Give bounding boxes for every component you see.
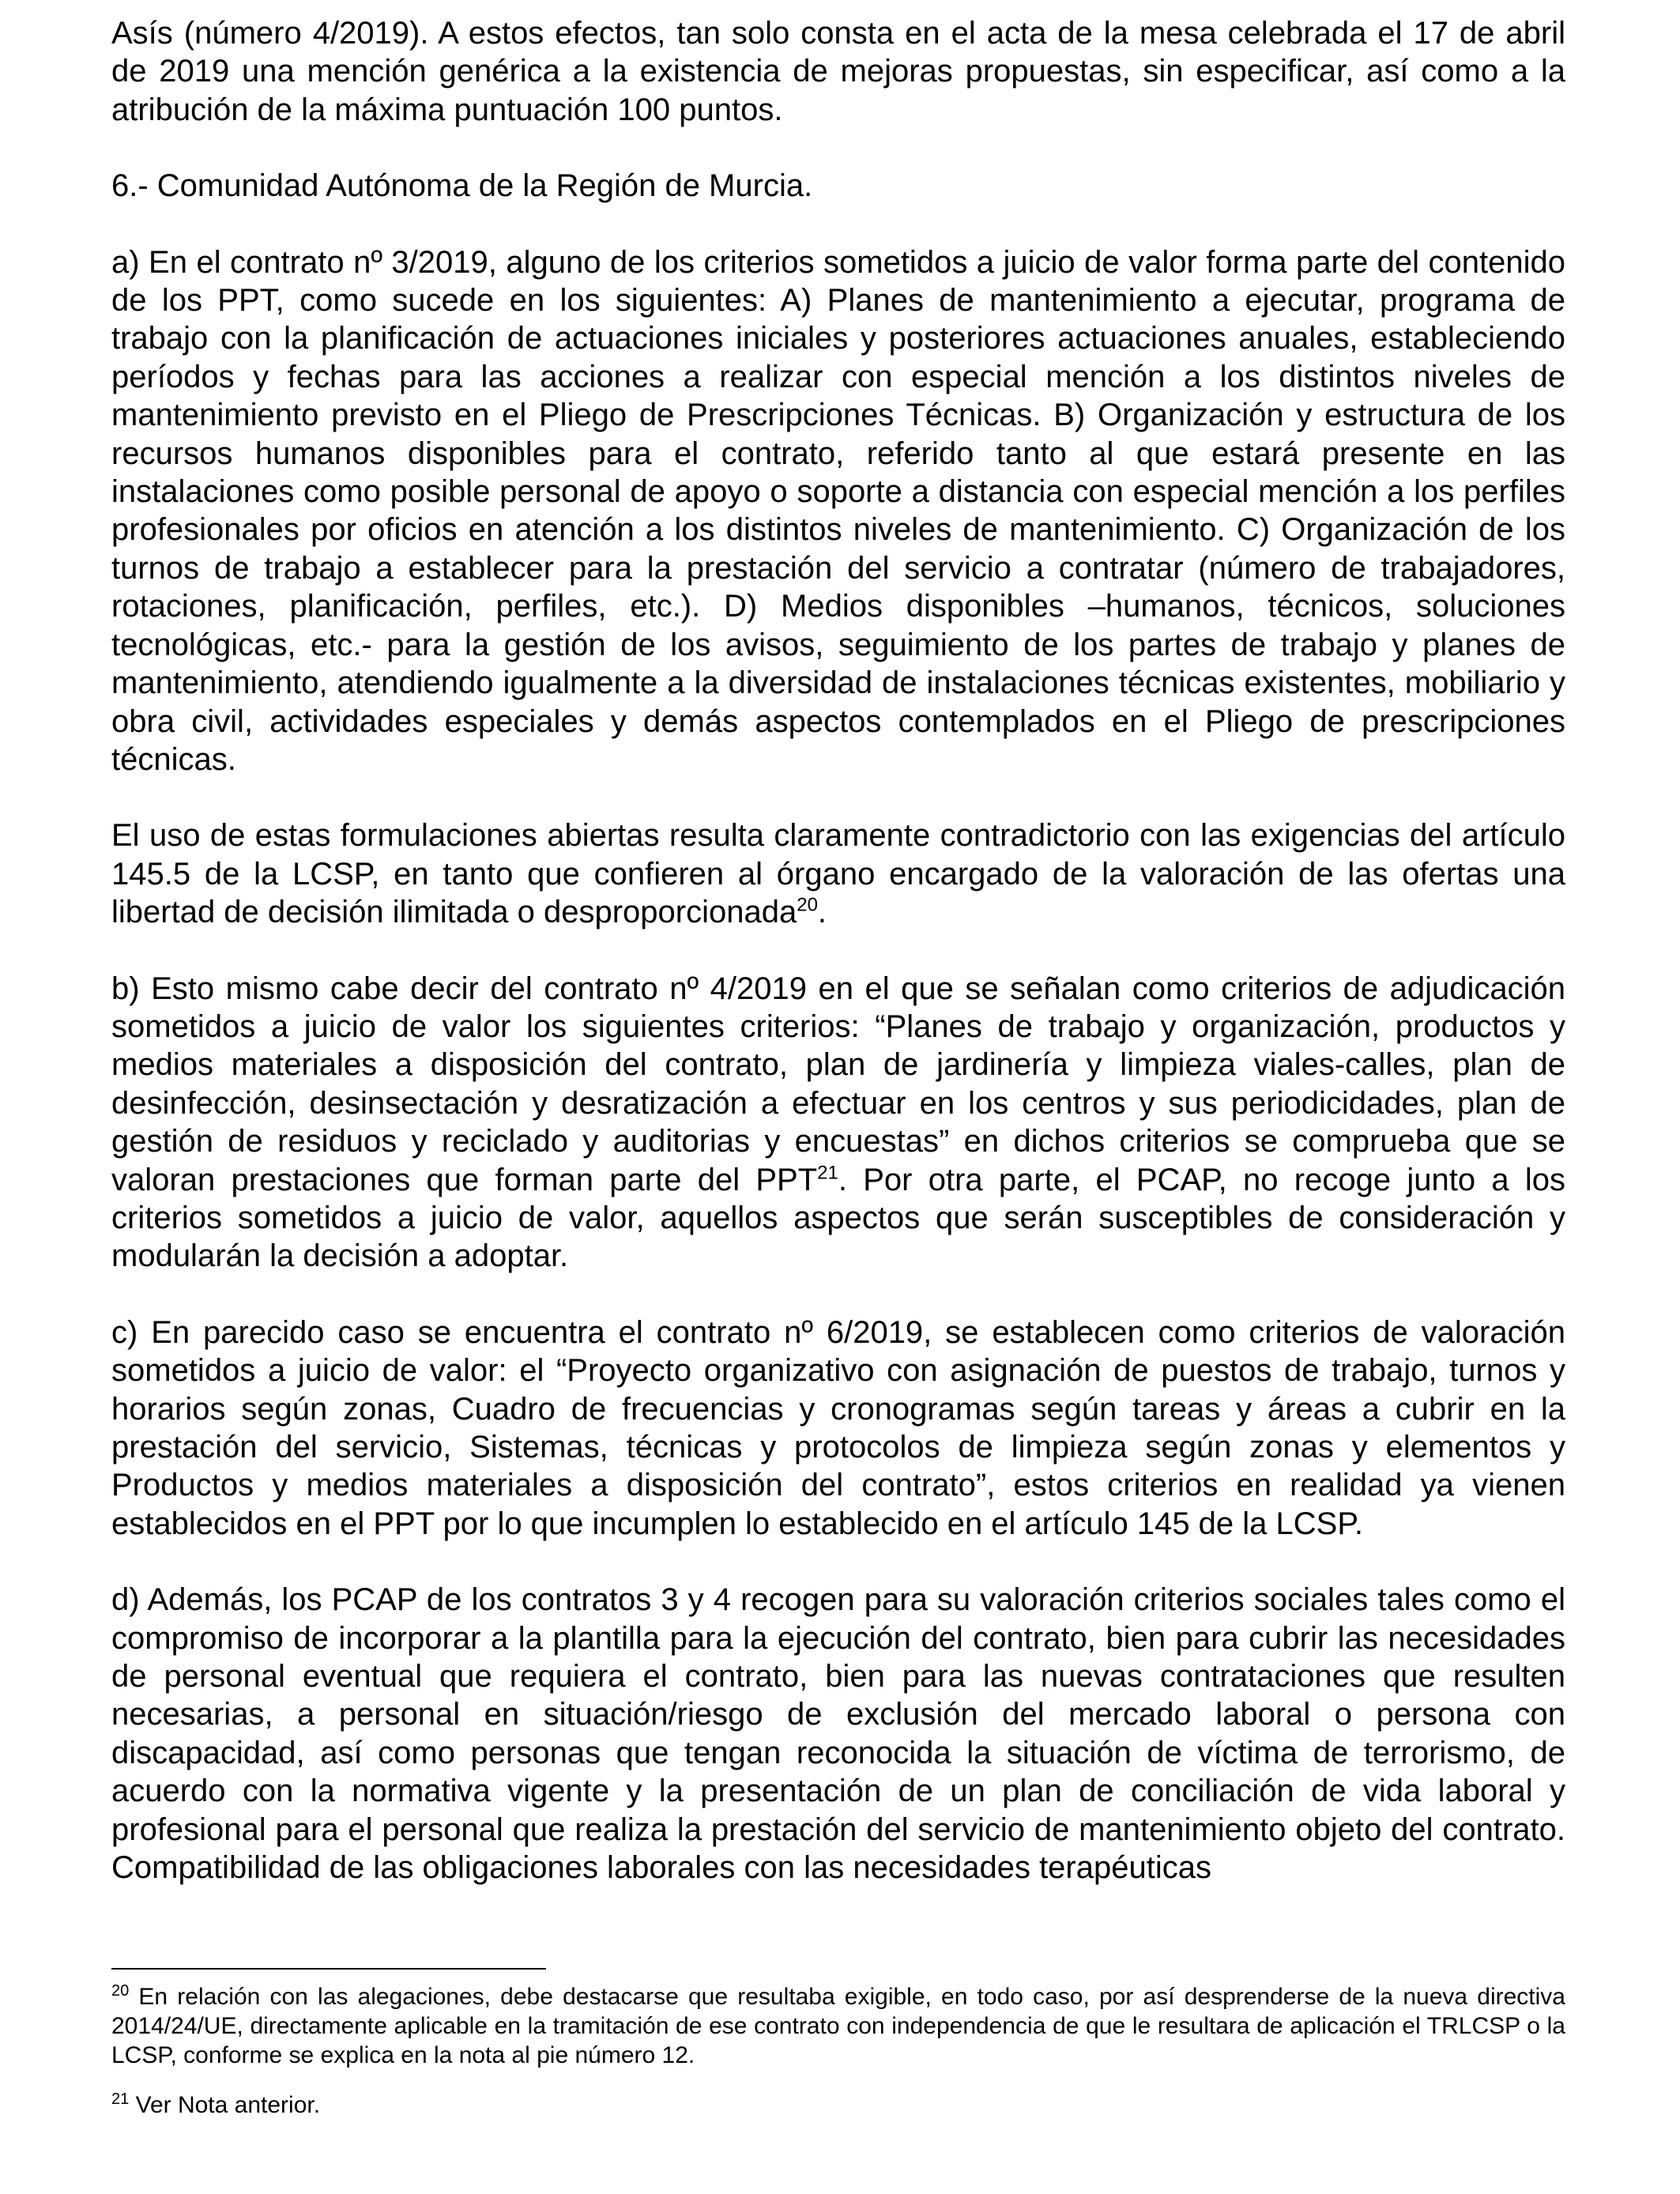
paragraph-b [111,970,1565,1276]
paragraph-b-end: . Por otra parte, el PCAP, no recoge junto a los criterios sometidos a juicio de valor, aquellos aspectos que serán susceptibles de consideración y modularán la decisión a adoptar. [111,1162,1565,1274]
paragraph-formulaciones-end: . [817,895,827,930]
footnote-ref-20[interactable]: 20 [797,894,818,916]
footnote-text-21: Ver Nota anterior. [129,2092,321,2118]
footnote-20 [111,1982,1565,2070]
paragraph-formulaciones-text: El uso de estas formulaciones abiertas resulta claramente contradictorio con las exigencias del artículo 145.5 de la LCSP, en tanto que confieren al órgano encargado de la valoración de las ofertas una libertad de decisión ilimitada o desproporcionada [111,818,1565,930]
paragraph-a: a) En el contrato nº 3/2019, alguno de los criterios sometidos a juicio de valor forma parte del contenido de los PPT, como sucede en los siguientes: A) Planes de mantenimiento a ejecutar, programa de trabajo con la planificación de actuaciones iniciales y posteriores actuaciones anuales, estableciendo períodos y fechas para las acciones a realizar con especial mención a los distintos niveles de mantenimiento previsto en el Pliego de Prescripciones Técnicas. B) Organización y estructura de los recursos humanos disponibles para el contrato, referido tanto al que estará presente en las instalaciones como posible personal de apoyo o soporte a distancia con especial mención a los perfiles profesionales por oficios en atención a los distintos niveles de mantenimiento. C) Organización de los turnos de trabajo a establecer para la prestación del servicio a contratar (número de trabajadores, rotaciones, planificación, perfiles, etc.). D) Medios disponibles –humanos, técnicos, soluciones tecnológicas, etc.- para la gestión de los avisos, seguimiento de los partes de trabajo y planes de mantenimiento, atendiendo igualmente a la diversidad de instalaciones técnicas existentes, mobiliario y obra civil, actividades especiales y demás aspectos contemplados en el Pliego de prescripciones técnicas. [111,244,1565,777]
paragraph-c: c) En parecido caso se encuentra el contrato nº 6/2019, se establecen como criterios de valoración sometidos a juicio de valor: el “Proyecto organizativo con asignación de puestos de trabajo, turnos y horarios según zonas, Cuadro de frecuencias y cronogramas según tareas y áreas a cubrir en la prestación del servicio, Sistemas, técnicas y protocolos de limpieza según zonas y elementos y Productos y medios materiales a disposición del contrato”, estos criterios en realidad ya vienen establecidos en el PPT por lo que incumplen lo establecido en el artículo 145 de la LCSP. [111,1314,1565,1541]
section-heading-murcia: 6.- Comunidad Autónoma de la Región de Murcia. [111,168,813,204]
paragraph-b-text: b) Esto mismo cabe decir del contrato nº 4/2019 en el que se señalan como criterios de adjudicación sometidos a juicio de valor los siguientes criterios: “Planes de trabajo y organización, productos y medios materiales a disposición del contrato, plan de jardinería y limpieza viales-calles, plan de desinfección, desinsectación y desratización a efectuar en los centros y sus periodicidades, plan de gestión de residuos y reciclado y auditorias y encuestas” en dichos criterios se comprueba que se valoran prestaciones que forman parte del PPT [111,971,1565,1197]
footnotes [111,1982,1565,2140]
paragraph-formulaciones [111,816,1565,931]
footnote-ref-21[interactable]: 21 [817,1162,838,1184]
footnote-21 [111,2090,1565,2120]
paragraph-asis: Asís (número 4/2019). A estos efectos, tan solo consta en el acta de la mesa celebrada el 17 de abril de 2019 una mención genérica a la existencia de mejoras propuestas, sin especificar, así como a la atribución de la máxima puntuación 100 puntos. [111,16,1565,127]
paragraph-d: d) Además, los PCAP de los contratos 3 y 4 recogen para su valoración criterios sociales tales como el compromiso de incorporar a la plantilla para la ejecución del contrato, bien para cubrir las necesidades de personal eventual que requiera el contrato, bien para las nuevas contrataciones que resulten necesarias, a personal en situación/riesgo de exclusión del mercado laboral o persona con discapacidad, así como personas que tengan reconocida la situación de víctima de terrorismo, de acuerdo con la normativa vigente y la presentación de un plan de conciliación de vida laboral y profesional para el personal que realiza la prestación del servicio de mantenimiento objeto del contrato. Compatibilidad de las obligaciones laborales con las necesidades terapéuticas [111,1582,1565,1886]
footnote-text-20: En relación con las alegaciones, debe destacarse que resultaba exigible, en todo caso, por así desprenderse de la nueva directiva 2014/24/UE, directamente aplicable en la tramitación de ese contrato con independencia de que le resultara de aplicación el TRLCSP o la LCSP, conforme se explica en la nota al pie número 12. [111,1984,1565,2068]
footnote-number-20: 20 [111,1982,130,2000]
footnote-number-21: 21 [111,2090,130,2108]
footnote-separator [111,1968,546,1970]
document-body [111,14,1565,1924]
